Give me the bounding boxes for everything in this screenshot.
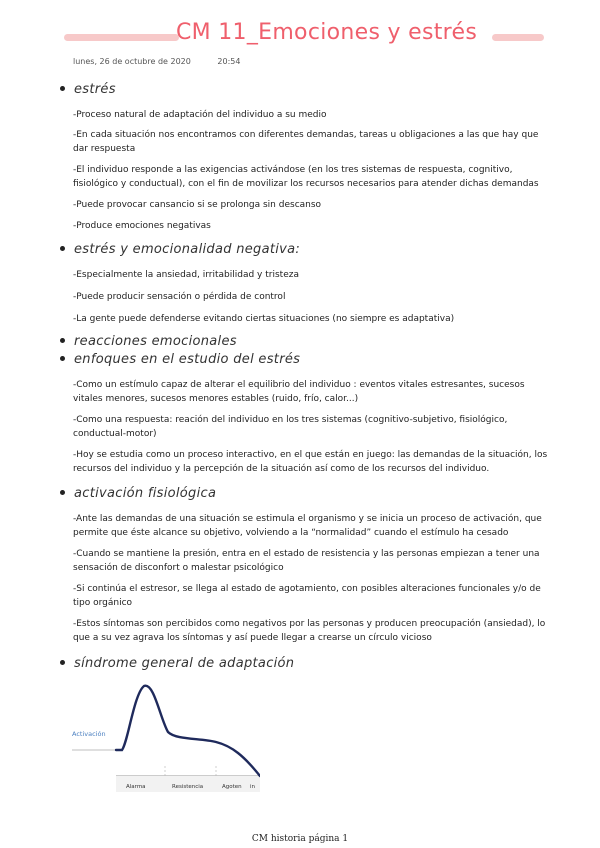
paragraph: -Especialmente la ansiedad, irritabilidad y tristeza xyxy=(73,270,299,280)
heading-enfoques: enfoques en el estudio del estrés xyxy=(60,352,300,367)
paragraph: -Si continúa el estresor, se llega al estado de agotamiento, con posibles alteraciones funcionales y/o de tipo orgánico xyxy=(73,584,541,608)
paragraph: -Proceso natural de adaptación del individuo a su medio xyxy=(73,110,327,120)
diagram-ylabel: Activación xyxy=(72,730,106,738)
paragraph: -El individuo responde a las exigencias activándose (en los tres sistemas de respuesta, cognitivo, fisiológico y conductual), con el fin de movilizar los recursos necesarios para atender dichas demandas xyxy=(73,165,539,189)
phase-label-agotamiento: Agoten xyxy=(222,784,242,790)
heading-activacion-fisiologica: activación fisiológica xyxy=(60,486,216,501)
heading-reacciones-emocionales: reacciones emocionales xyxy=(60,334,237,349)
phase-label-resistencia: Resistencia xyxy=(172,784,204,790)
note-time: 20:54 xyxy=(217,57,241,66)
paragraph: -Como un estímulo capaz de alterar el equilibrio del individuo : eventos vitales estresantes, sucesos vitales menores, sucesos menores estables (ruido, frío, calor...) xyxy=(73,380,525,404)
heading-sindrome-general: síndrome general de adaptación xyxy=(60,656,294,671)
paragraph: -Como una respuesta: reación del individuo en los tres sistemas (cognitivo-subjetivo, fisiológico, conductual-motor) xyxy=(73,415,508,439)
phase-label-agotamiento-end: in xyxy=(250,784,256,790)
title-decoration-left xyxy=(64,34,179,41)
title-decoration-right xyxy=(492,34,544,41)
heading-estres-emocionalidad: estrés y emocionalidad negativa: xyxy=(60,242,300,257)
note-meta xyxy=(73,57,240,66)
page-footer: CM historia página 1 xyxy=(251,834,349,844)
paragraph: -Estos síntomas son percibidos como negativos por las personas y producen preocupación (ansiedad), lo que a su vez agrava los síntomas y así puede llegar a crearse un círculo vicioso xyxy=(73,619,546,643)
paragraph: -Hoy se estudia como un proceso interactivo, en el que están en juego: las demandas de la situación, los recursos del individuo y la percepción de la situación así como de los recursos del individuo. xyxy=(73,450,548,474)
paragraph: -La gente puede defenderse evitando ciertas situaciones (no siempre es adaptativa) xyxy=(73,314,455,324)
heading-estres: estrés xyxy=(60,82,116,97)
note-date: lunes, 26 de octubre de 2020 xyxy=(73,57,191,66)
paragraph: -Puede producir sensación o pérdida de control xyxy=(73,292,286,302)
paragraph: -Ante las demandas de una situación se estimula el organismo y se inicia un proceso de activación, que permite que éste alcance su objetivo, volviendo a la “normalidad” cuando el estímulo ha cesado xyxy=(73,514,542,538)
diagram-svg xyxy=(72,680,260,792)
paragraph: -Puede provocar cansancio si se prolonga sin descanso xyxy=(73,200,322,210)
title-area xyxy=(64,22,544,52)
phase-label-alarma: Alarma xyxy=(126,784,146,790)
paragraph: -En cada situación nos encontramos con diferentes demandas, tareas u obligaciones a las que hay que dar respuesta xyxy=(73,130,539,154)
page-title: CM 11_Emociones y estrés xyxy=(176,20,478,45)
paragraph: -Produce emociones negativas xyxy=(73,221,211,231)
paragraph: -Cuando se mantiene la presión, entra en el estado de resistencia y las personas empiezan a tener una sensación de disconfort o malestar psicológico xyxy=(73,549,540,573)
adaptation-syndrome-diagram xyxy=(72,680,260,792)
